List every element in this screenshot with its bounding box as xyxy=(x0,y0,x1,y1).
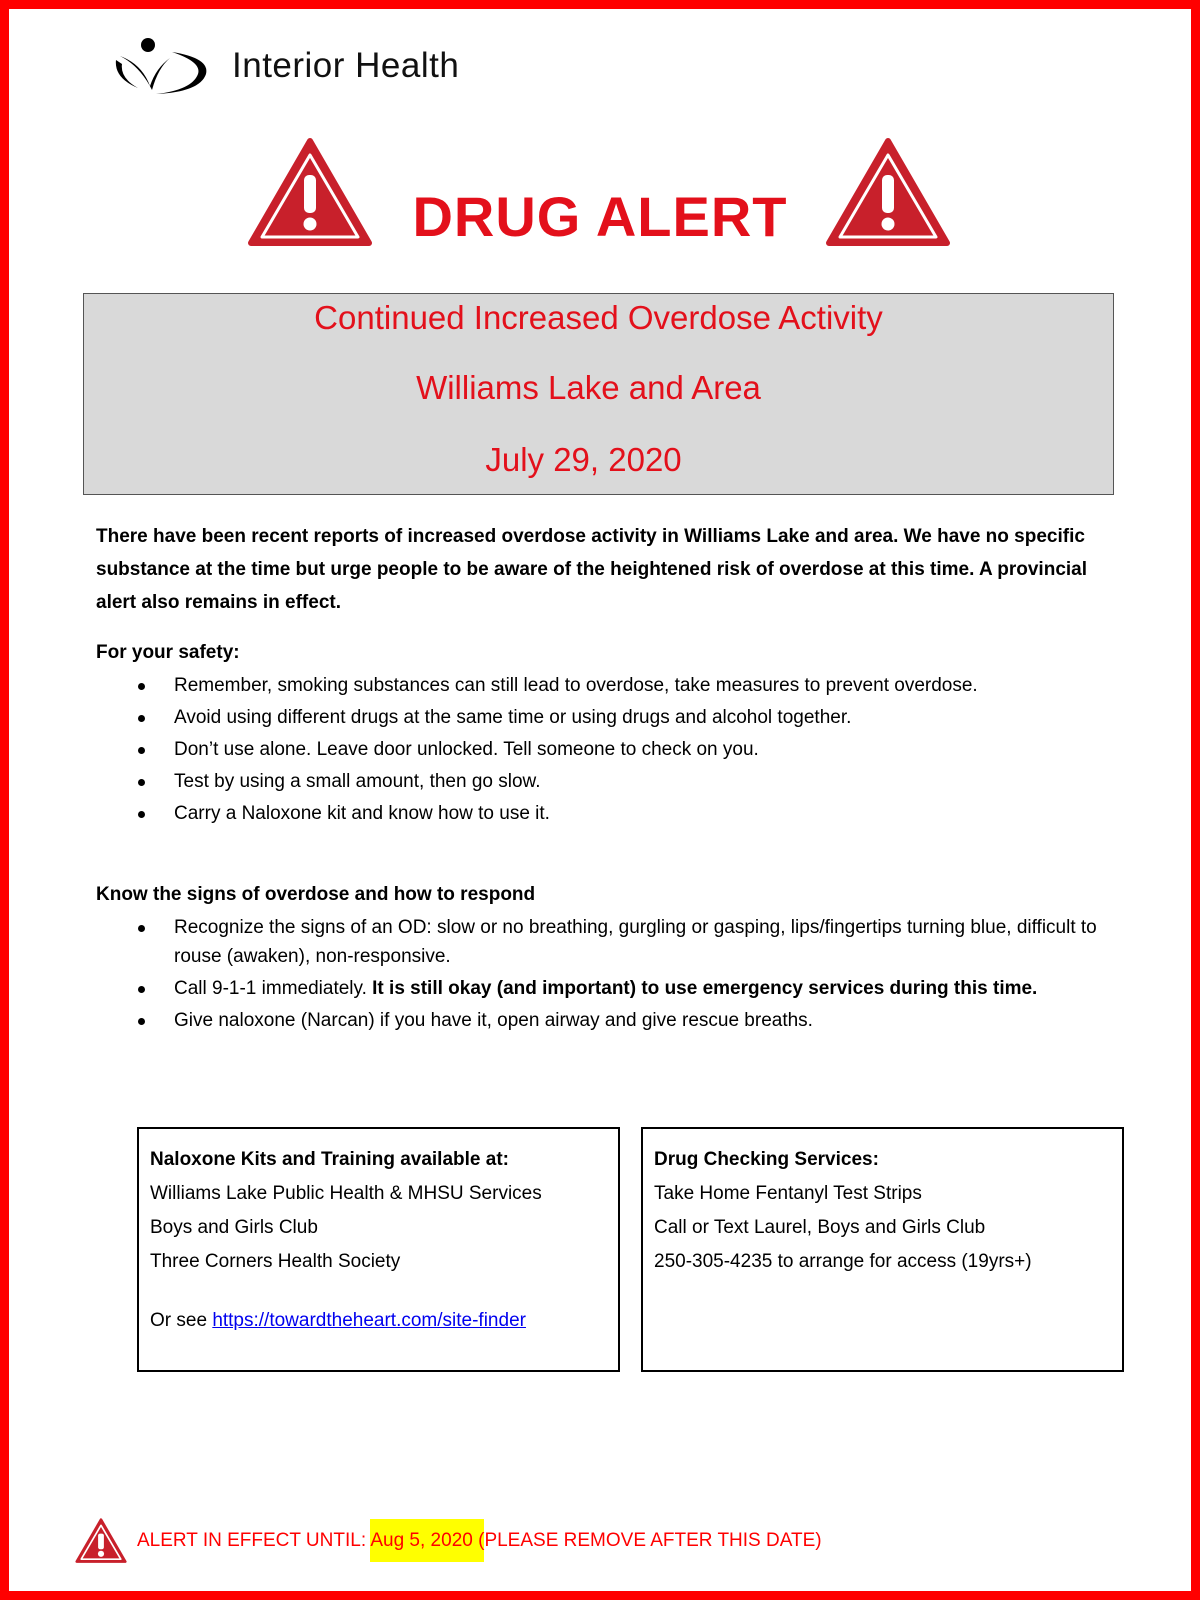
list-item: Avoid using different drugs at the same time or using drugs and alcohol together. xyxy=(96,703,1116,732)
alert-expiry-footer xyxy=(75,1517,822,1565)
list-item: Don’t use alone. Leave door unlocked. Tell someone to check on you. xyxy=(96,735,1116,764)
alert-title: DRUG ALERT xyxy=(412,185,788,248)
banner-headline: Continued Increased Overdose Activity xyxy=(314,299,883,336)
site-finder-line xyxy=(150,1304,608,1338)
naloxone-location: Williams Lake Public Health & MHSU Services xyxy=(150,1183,542,1204)
banner-date: July 29, 2020 xyxy=(485,441,682,478)
list-item: Recognize the signs of an OD: slow or no breathing, gurgling or gasping, lips/fingertips turning blue, difficult to rouse (awaken), non-responsive. xyxy=(96,913,1116,971)
site-finder-link[interactable]: https://towardtheheart.com/site-finder xyxy=(212,1310,526,1331)
safety-heading: For your safety: xyxy=(96,642,240,663)
logo xyxy=(112,34,459,98)
safety-list xyxy=(96,671,1116,831)
drug-checking-heading: Drug Checking Services: xyxy=(654,1149,879,1170)
list-item: Test by using a small amount, then go slow. xyxy=(96,767,1116,796)
signs-list xyxy=(96,913,1116,1038)
naloxone-location: Boys and Girls Club xyxy=(150,1217,318,1238)
logo-text: Interior Health xyxy=(232,46,460,85)
expiry-prefix: ALERT IN EFFECT UNTIL: xyxy=(137,1530,371,1551)
naloxone-location: Three Corners Health Society xyxy=(150,1251,401,1272)
naloxone-heading: Naloxone Kits and Training available at: xyxy=(150,1149,509,1170)
warning-triangle-icon xyxy=(75,1517,127,1565)
interior-health-logo xyxy=(112,34,212,98)
or-see-text: Or see xyxy=(150,1310,213,1331)
naloxone-box xyxy=(137,1127,620,1372)
warning-triangle-icon xyxy=(825,137,951,249)
list-item: Remember, smoking substances can still lead to overdose, take measures to prevent overdose. xyxy=(96,671,1116,700)
emergency-services-note: It is still okay (and important) to use emergency services during this time. xyxy=(372,978,1038,999)
drug-checking-line: Call or Text Laurel, Boys and Girls Club xyxy=(654,1217,986,1238)
call-911-text: Call 9-1-1 immediately. xyxy=(174,978,373,999)
alert-banner xyxy=(83,293,1114,495)
signs-heading: Know the signs of overdose and how to respond xyxy=(96,884,536,905)
list-item: Carry a Naloxone kit and know how to use it. xyxy=(96,799,1116,828)
list-item xyxy=(96,974,1116,1003)
list-item: Give naloxone (Narcan) if you have it, open airway and give rescue breaths. xyxy=(96,1006,1116,1035)
drug-checking-box xyxy=(641,1127,1124,1372)
drug-checking-line: Take Home Fentanyl Test Strips xyxy=(654,1183,922,1204)
expiry-suffix: PLEASE REMOVE AFTER THIS DATE) xyxy=(484,1530,822,1551)
warning-triangle-icon xyxy=(247,137,373,249)
expiry-date-highlight: Aug 5, 2020 ( xyxy=(370,1519,484,1562)
expiry-text xyxy=(137,1530,822,1552)
drug-checking-line: 250-305-4235 to arrange for access (19yrs+) xyxy=(654,1251,1032,1272)
drug-alert-header xyxy=(0,137,1200,249)
intro-paragraph: There have been recent reports of increased overdose activity in Williams Lake and area. We have no specific substance at the time but urge people to be aware of the heightened risk of overdose at this time. A provincial alert also remains in effect. xyxy=(96,526,1088,613)
banner-location: Williams Lake and Area xyxy=(416,369,761,406)
